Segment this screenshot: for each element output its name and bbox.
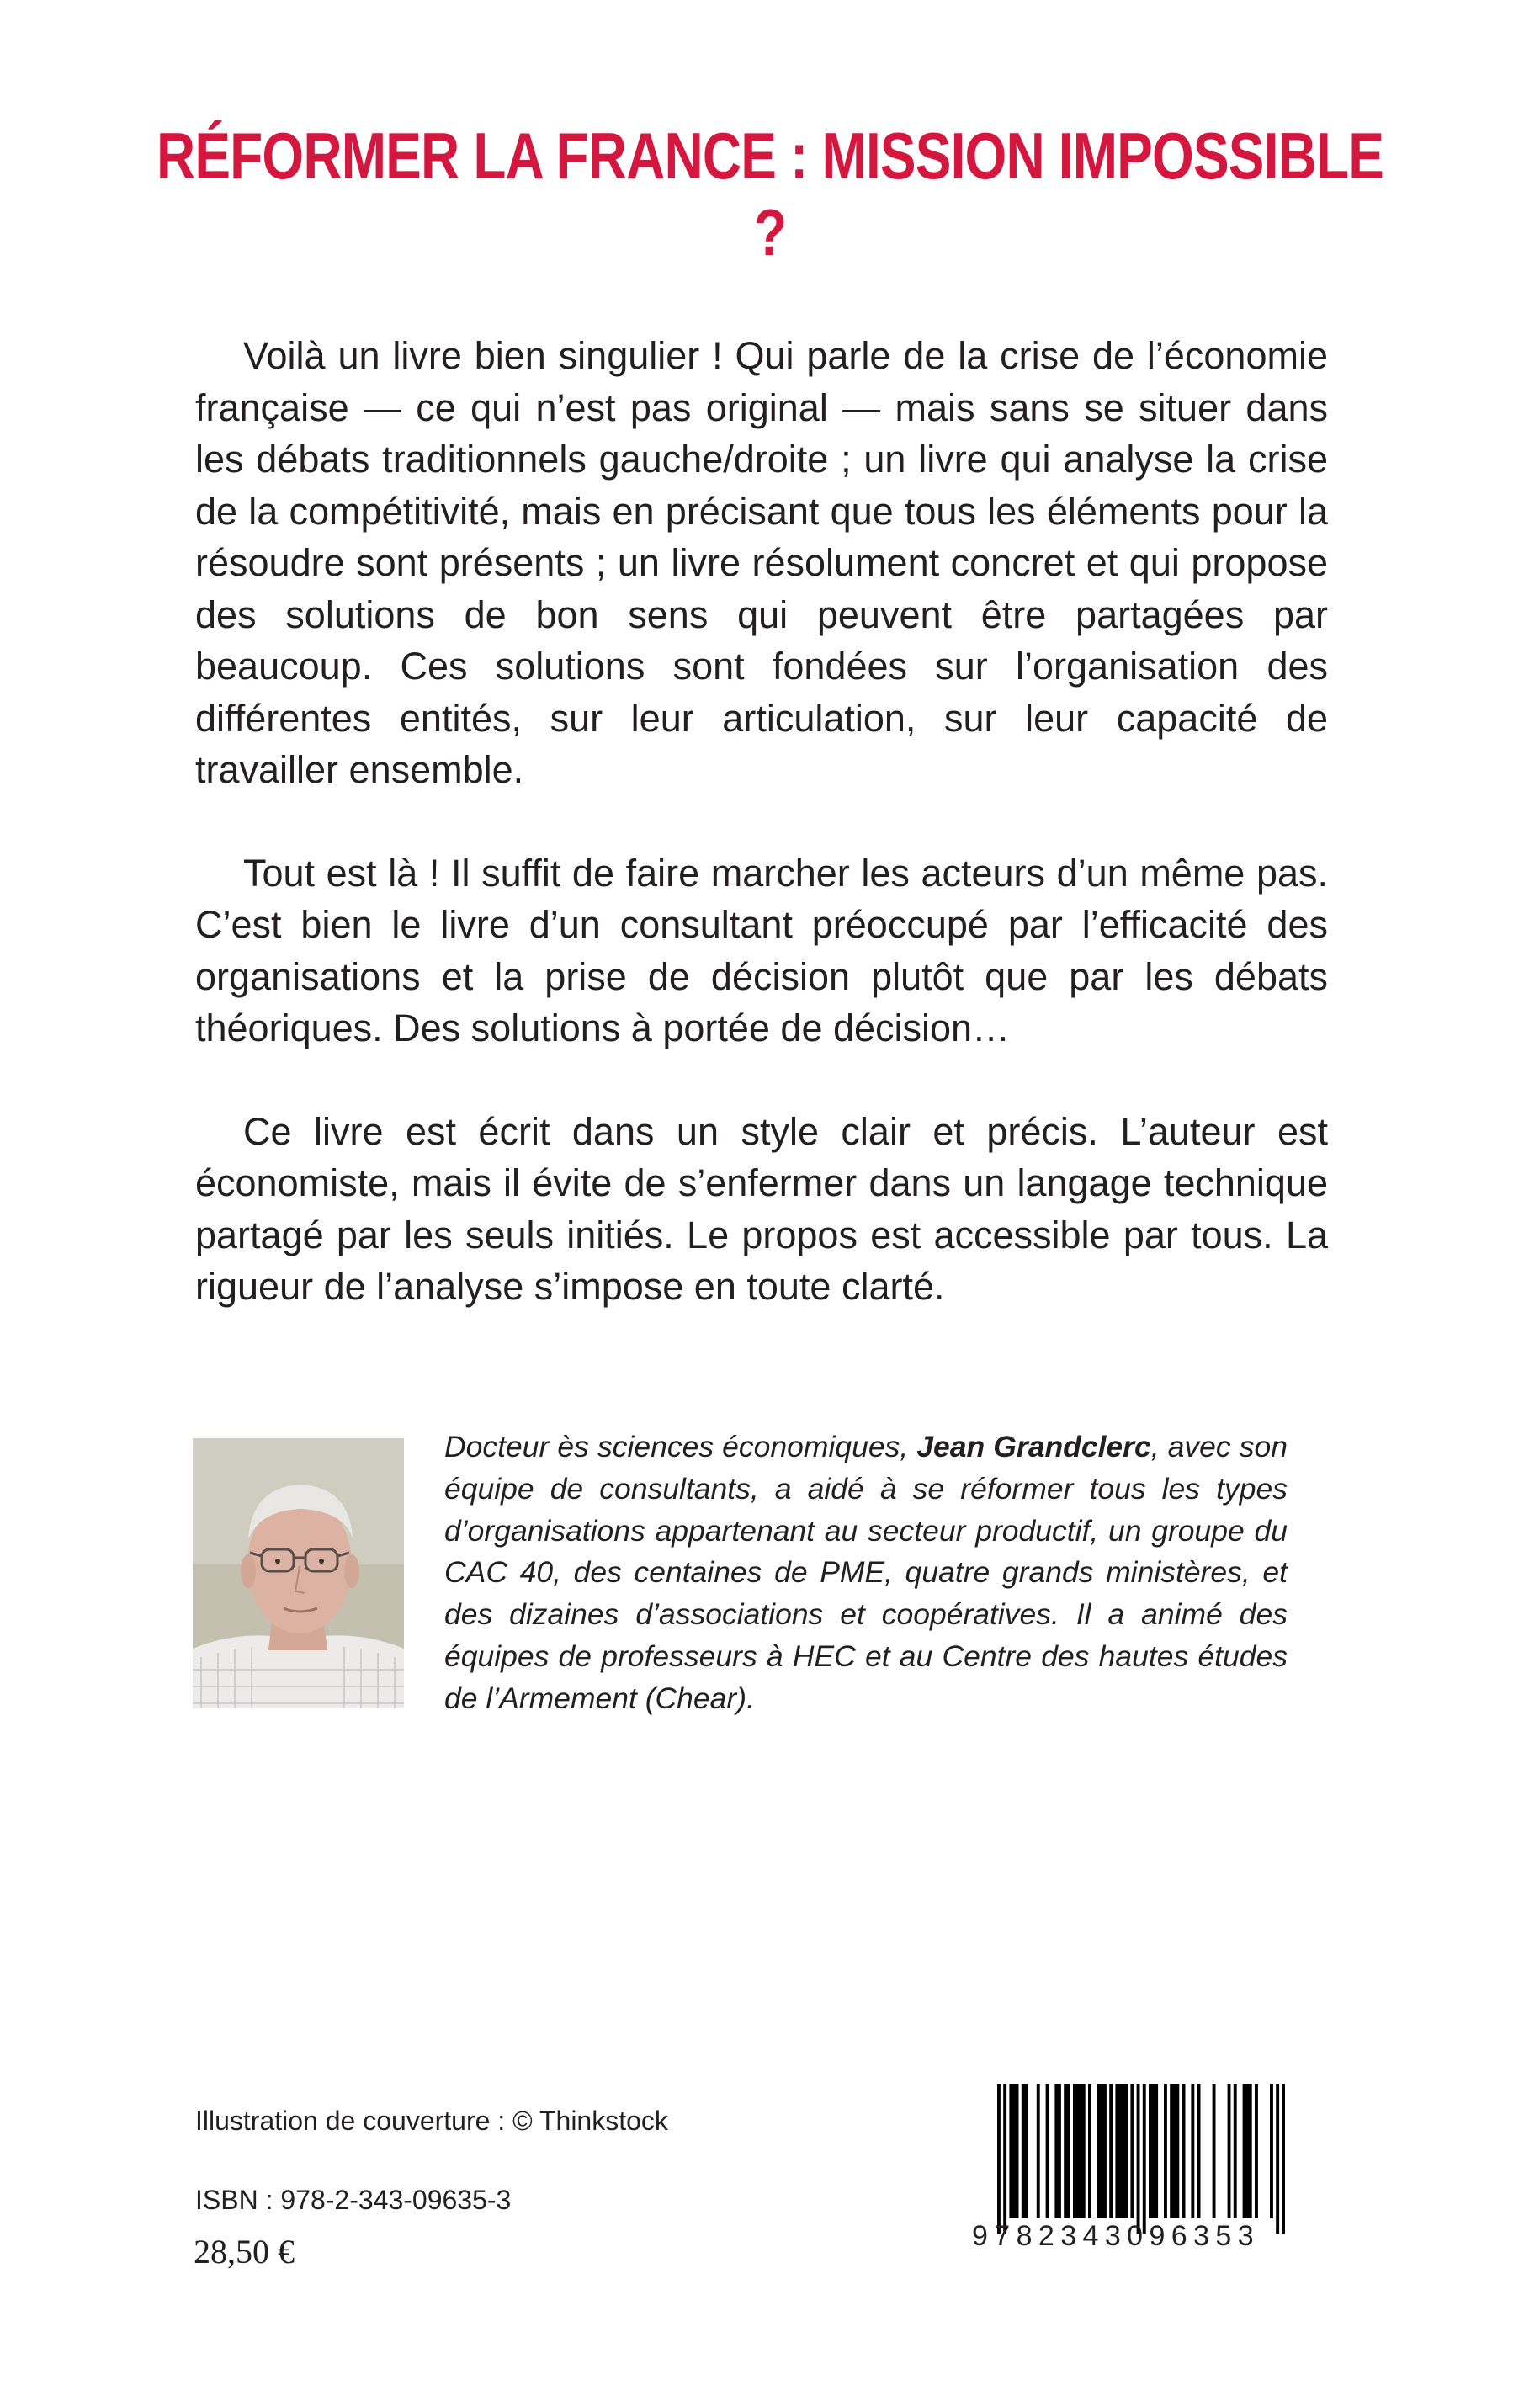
barcode-bar: [1245, 2084, 1249, 2218]
back-cover-description: [195, 330, 1328, 1364]
barcode: [997, 2084, 1285, 2234]
barcode-bar: [1079, 2084, 1082, 2218]
barcode-bar: [1255, 2084, 1258, 2218]
barcode-bar: [1170, 2084, 1173, 2218]
barcode-bar: [1064, 2084, 1067, 2218]
bio-details: , avec son équipe de consultants, a aidé à se réformer tous les types d’organisations appartenant au secteur productif, un groupe du CAC 40, des centaines de PME, quatre grands ministères, et des dizaines d’associations et coopératives. Il a animé des équipes de professeurs à HEC et au Centre des hautes études de l’Armement (Chear).: [444, 1430, 1288, 1715]
barcode-bar: [1243, 2084, 1246, 2218]
barcode-bar: [1115, 2084, 1118, 2218]
barcode-bar: [1024, 2084, 1028, 2218]
barcode-bar: [1176, 2084, 1179, 2218]
book-title: RÉFORMER LA FRANCE : MISSION IMPOSSIBLE ?: [156, 119, 1384, 269]
barcode-bar: [997, 2084, 1001, 2234]
barcode-bar: [1124, 2084, 1128, 2218]
barcode-bar: [1058, 2084, 1061, 2218]
barcode-bar: [1067, 2084, 1070, 2218]
author-biography: [444, 1426, 1288, 1720]
barcode-bar: [1012, 2084, 1016, 2218]
barcode-bar: [1155, 2084, 1158, 2218]
barcode-bar: [1197, 2084, 1201, 2218]
barcode-bar: [1130, 2084, 1134, 2218]
barcode-bar: [1143, 2084, 1146, 2234]
barcode-bar: [1100, 2084, 1103, 2218]
barcode-bar: [1137, 2084, 1140, 2234]
barcode-bar: [1046, 2084, 1049, 2218]
barcode-bar: [1270, 2084, 1273, 2218]
barcode-bar: [1164, 2084, 1167, 2218]
barcode-bar: [1152, 2084, 1155, 2218]
barcode-bar: [1213, 2084, 1216, 2218]
barcode-bar: [1282, 2084, 1285, 2234]
barcode-bar: [1009, 2084, 1012, 2218]
isbn: ISBN : 978-2-343-09635-3: [195, 2185, 512, 2215]
bio-intro: Docteur ès sciences économiques,: [444, 1430, 917, 1463]
barcode-bar: [1182, 2084, 1186, 2218]
author-name: Jean Grandclerc: [916, 1430, 1151, 1463]
barcode-bar: [1249, 2084, 1252, 2218]
barcode-bar: [1088, 2084, 1091, 2218]
price: 28,50 €: [194, 2233, 295, 2271]
barcode-bar: [1103, 2084, 1107, 2218]
barcode-bar: [1097, 2084, 1101, 2218]
cover-illustration-credit: Illustration de couverture : © Thinkstock: [195, 2106, 668, 2136]
barcode-bar: [1173, 2084, 1176, 2218]
barcode-bar: [1191, 2084, 1194, 2218]
author-photo: [193, 1438, 404, 1708]
barcode-bar: [1234, 2084, 1237, 2218]
description-paragraph-3: Ce livre est écrit dans un style clair et précis. L’auteur est économiste, mais il évite de s’enfermer dans un langage technique partagé par les seuls initiés. Le propos est accessible par tous. La rigueur de l’analyse s’impose en toute clarté.: [195, 1109, 1328, 1308]
barcode-bar: [1118, 2084, 1122, 2218]
barcode-bar: [1003, 2084, 1006, 2234]
barcode-bar: [1073, 2084, 1076, 2218]
barcode-bar: [1037, 2084, 1040, 2218]
barcode-bar: [1022, 2084, 1025, 2218]
barcode-bar: [1122, 2084, 1125, 2218]
barcode-bar: [1276, 2084, 1279, 2234]
description-paragraph-1: Voilà un livre bien singulier ! Qui parle de la crise de l’économie française — ce qui n’est pas original — mais sans se situer dans les débats traditionnels gauche/droite ; un livre qui analyse la crise de la compétitivité, mais en précisant que tous les éléments pour la résoudre sont présents ; un livre résolument concret et qui propose des solutions de bon sens qui peuvent être partagées par beaucoup. Ces solutions sont fondées sur l’organisation des différentes entités, sur leur articulation, sur leur capacité de travailler ensemble.: [195, 334, 1328, 791]
barcode-bar: [1109, 2084, 1113, 2218]
barcode-bar: [1228, 2084, 1231, 2218]
barcode-bar: [1016, 2084, 1019, 2218]
description-paragraph-2: Tout est là ! Il suffit de faire marcher les acteurs d’un même pas. C’est bien le livre d’un consultant préoccupé par l’efficacité des organisations et la prise de décision plutôt que par les débats théoriques. Des solutions à portée de décision…: [195, 851, 1328, 1049]
barcode-bar: [1054, 2084, 1058, 2218]
barcode-number: 9782343096353: [972, 2220, 1261, 2252]
barcode-bar: [1076, 2084, 1080, 2218]
barcode-bar: [1082, 2084, 1086, 2218]
barcode-bar: [1149, 2084, 1152, 2218]
